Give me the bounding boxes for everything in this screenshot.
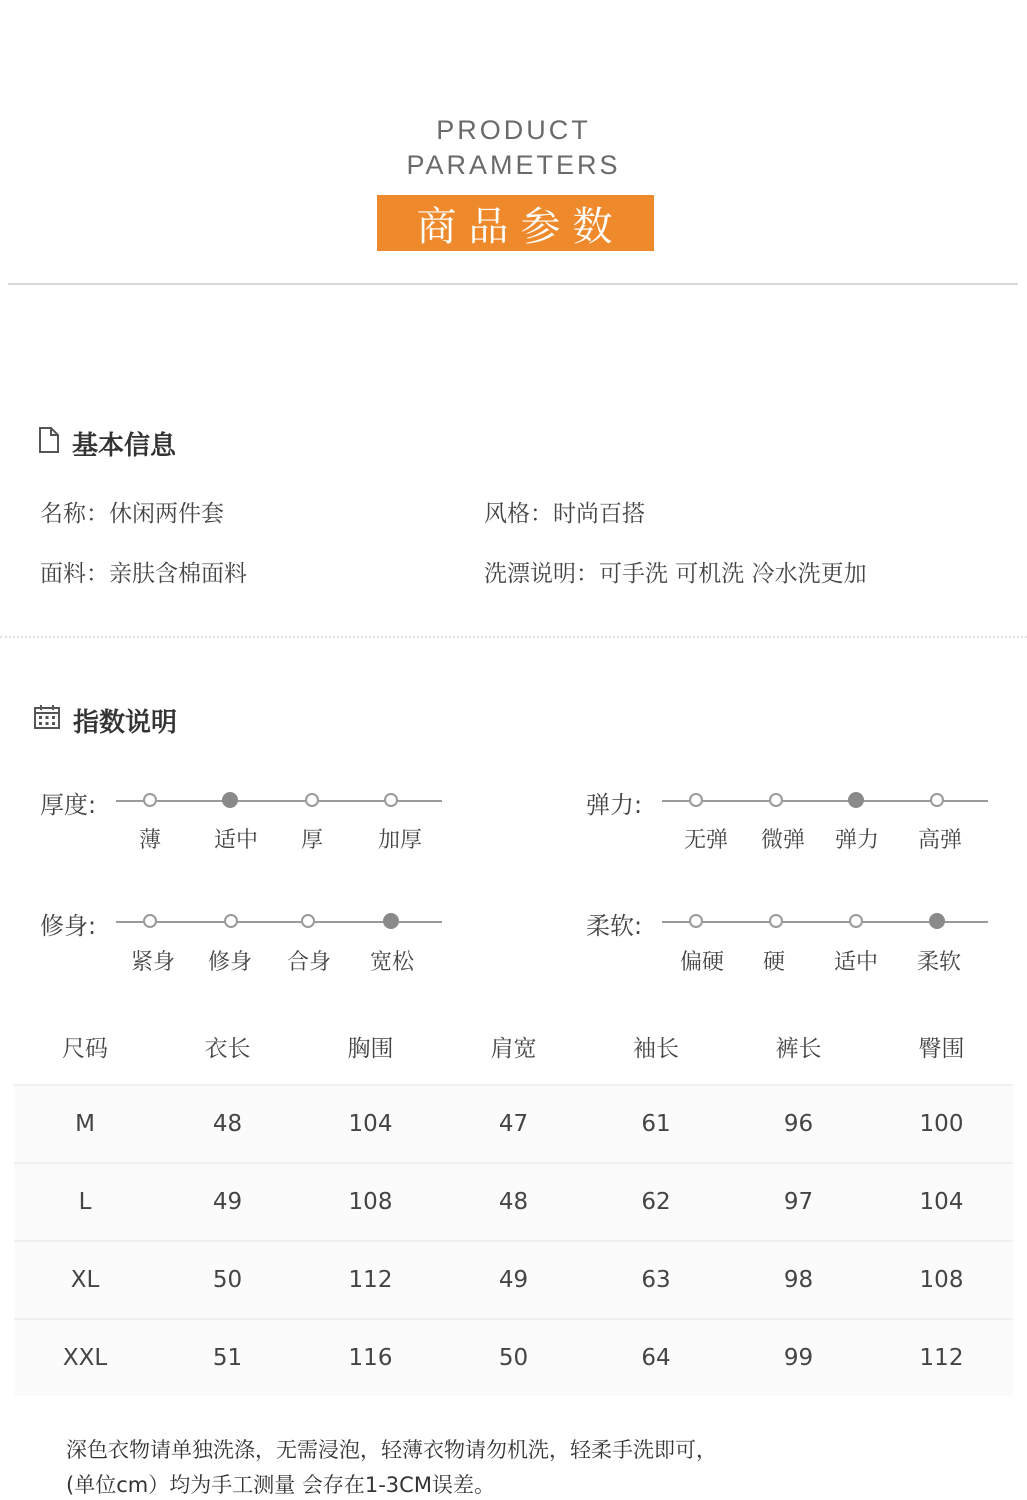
size-table bbox=[14, 1008, 1013, 1396]
scale-softness-dot-0 bbox=[689, 914, 703, 928]
scale-elasticity-dot-0 bbox=[689, 793, 703, 807]
scale-fit-option: 合身 bbox=[286, 950, 331, 975]
table-cell: 96 bbox=[783, 1111, 814, 1137]
scale-fit-dot-0 bbox=[143, 914, 157, 928]
index-section-title bbox=[33, 702, 177, 739]
index-title: 指数说明 bbox=[73, 708, 178, 738]
table-cell: 98 bbox=[783, 1267, 814, 1293]
table-cell: 48 bbox=[498, 1189, 529, 1215]
table-cell: 50 bbox=[212, 1267, 243, 1293]
scale-softness-label: 柔软: bbox=[586, 912, 643, 940]
info-washing: 洗漂说明：可手洗 可机洗 冷水洗更加 bbox=[484, 561, 867, 587]
header-title-line1: PRODUCT bbox=[436, 115, 591, 145]
scale-fit-dot-3 bbox=[383, 913, 399, 929]
header-divider bbox=[8, 283, 1018, 285]
table-cell: 97 bbox=[783, 1189, 814, 1215]
care-note: 深色衣物请单独洗涤，无需浸泡，轻薄衣物请勿机洗，轻柔手洗即可， bbox=[66, 1438, 717, 1462]
scale-softness-option: 适中 bbox=[833, 950, 878, 975]
table-row bbox=[14, 1240, 1013, 1318]
table-header-row bbox=[14, 1008, 1013, 1084]
scale-softness-option: 硬 bbox=[762, 950, 785, 975]
table-cell: 62 bbox=[641, 1189, 671, 1215]
scale-elasticity-dot-3 bbox=[930, 793, 944, 807]
table-cell: 48 bbox=[212, 1111, 243, 1137]
header-banner: 商品参数 bbox=[377, 195, 654, 251]
scale-thickness-dot-1 bbox=[222, 792, 238, 808]
scale-elasticity-dot-2 bbox=[848, 792, 864, 808]
table-cell: 49 bbox=[212, 1189, 243, 1215]
scale-elasticity-dot-1 bbox=[769, 793, 783, 807]
scale-thickness-option: 薄 bbox=[138, 828, 161, 853]
scale-elasticity-option: 高弹 bbox=[917, 828, 962, 853]
scale-thickness-option: 厚 bbox=[300, 828, 323, 853]
basic-info-title: 基本信息 bbox=[72, 431, 177, 461]
calendar-icon bbox=[33, 704, 61, 737]
table-cell: 108 bbox=[348, 1189, 393, 1215]
scale-fit-option: 宽松 bbox=[369, 950, 414, 975]
measurement-note: (单位cm）均为手工测量 会存在1-3CM误差。 bbox=[66, 1473, 495, 1497]
scale-thickness-option: 适中 bbox=[213, 828, 258, 853]
scale-fit-label: 修身: bbox=[40, 912, 97, 940]
scale-softness-dot-2 bbox=[849, 914, 863, 928]
table-cell: 50 bbox=[498, 1345, 529, 1371]
table-cell: 64 bbox=[641, 1345, 671, 1371]
table-cell: 100 bbox=[919, 1111, 964, 1137]
table-header-cell: 尺码 bbox=[62, 1035, 108, 1062]
table-cell: 108 bbox=[919, 1267, 964, 1293]
basic-info-section-title bbox=[38, 425, 176, 462]
table-cell: XXL bbox=[62, 1345, 108, 1371]
document-icon bbox=[38, 426, 60, 461]
table-header-cell: 衣长 bbox=[204, 1035, 251, 1062]
info-name: 名称：休闲两件套 bbox=[40, 501, 224, 527]
table-row bbox=[14, 1162, 1013, 1240]
section-divider bbox=[0, 636, 1027, 638]
info-fabric: 面料：亲肤含棉面料 bbox=[40, 561, 247, 587]
table-cell: 51 bbox=[212, 1345, 243, 1371]
info-style: 风格：时尚百搭 bbox=[484, 501, 645, 527]
scale-softness-dot-3 bbox=[929, 913, 945, 929]
scale-elasticity-label: 弹力: bbox=[586, 791, 643, 819]
table-header-cell: 裤长 bbox=[775, 1035, 822, 1062]
table-header-cell: 肩宽 bbox=[490, 1035, 537, 1062]
scale-thickness-label: 厚度: bbox=[40, 791, 97, 819]
scale-fit-dot-2 bbox=[301, 914, 315, 928]
scale-thickness-option: 加厚 bbox=[377, 828, 422, 853]
table-cell: 116 bbox=[348, 1345, 393, 1371]
table-row bbox=[14, 1318, 1013, 1396]
scale-thickness-dot-3 bbox=[384, 793, 398, 807]
table-cell: M bbox=[75, 1111, 95, 1137]
scale-elasticity-option: 无弹 bbox=[683, 828, 728, 853]
scale-fit-option: 修身 bbox=[207, 950, 252, 975]
table-row bbox=[14, 1084, 1013, 1162]
scale-softness-option: 柔软 bbox=[916, 950, 961, 975]
table-header-cell: 臀围 bbox=[918, 1035, 965, 1062]
table-cell: 47 bbox=[498, 1111, 529, 1137]
table-cell: XL bbox=[70, 1267, 100, 1293]
header-title-line2: PARAMETERS bbox=[406, 150, 621, 180]
scale-elasticity-option: 微弹 bbox=[760, 828, 805, 853]
scale-fit-dot-1 bbox=[224, 914, 238, 928]
table-cell: 112 bbox=[919, 1345, 964, 1371]
table-cell: 104 bbox=[919, 1189, 964, 1215]
table-header-cell: 胸围 bbox=[347, 1035, 394, 1062]
scale-elasticity-option: 弹力 bbox=[834, 828, 879, 853]
table-header-cell: 袖长 bbox=[633, 1035, 679, 1062]
scale-fit-option: 紧身 bbox=[130, 950, 175, 975]
scale-thickness-dot-0 bbox=[143, 793, 157, 807]
scale-softness-dot-1 bbox=[769, 914, 783, 928]
scale-thickness-dot-2 bbox=[305, 793, 319, 807]
table-cell: 112 bbox=[348, 1267, 393, 1293]
table-cell: 63 bbox=[641, 1267, 671, 1293]
table-cell: L bbox=[78, 1189, 92, 1215]
table-cell: 99 bbox=[783, 1345, 814, 1371]
table-cell: 104 bbox=[348, 1111, 393, 1137]
table-cell: 61 bbox=[641, 1111, 671, 1137]
scale-softness-option: 偏硬 bbox=[679, 950, 724, 975]
table-cell: 49 bbox=[498, 1267, 529, 1293]
